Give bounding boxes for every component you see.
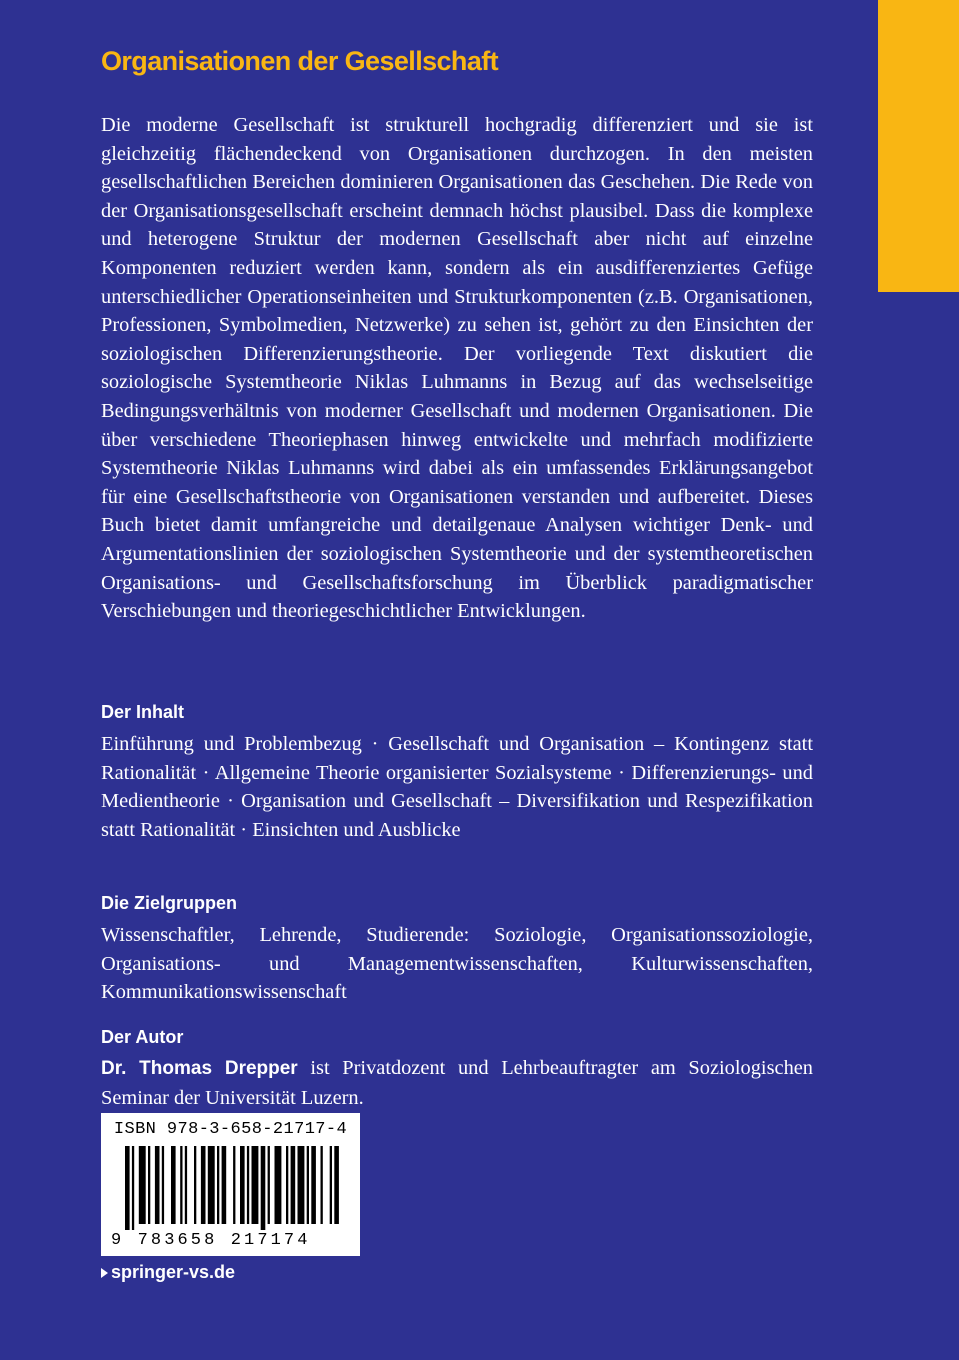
zielgruppen-text: Wissenschaftler, Lehrende, Studierende: Soziologie, Organisationssoziologie, Organisations- und Managementwissenschaften, Kulturwissenschaften, Kommunikationswissenschaft bbox=[101, 924, 813, 1004]
section-heading-inhalt: Der Inhalt bbox=[101, 702, 185, 722]
author-name: Dr. Thomas Drepper bbox=[101, 1058, 298, 1079]
accent-tab bbox=[878, 0, 959, 292]
isbn-barcode bbox=[101, 1113, 360, 1256]
intro-paragraph: Die moderne Gesellschaft ist strukturell hochgradig differenziert und sie ist gleichzeitig flächendeckend von Organisationen durchzogen. In den meisten gesellschaftlichen Bereichen dominieren Organisationen das Geschehen. Die Rede von der Organisationsgesellschaft erscheint demnach höchst plausibel. Dass die komplexe und heterogene Struktur der modernen Gesellschaft aber nicht auf einzelne Komponenten reduziert werden kann, sondern als ein ausdifferenziertes Gefüge unterschiedlicher Operationseinheiten und Strukturkomponenten (z.B. Organisationen, Professionen, Symbolmedien, Netzwerke) zu sehen ist, gehört zu den Einsichten der soziologischen Differenzierungstheorie. Der vorliegende Text diskutiert die soziologische Systemtheorie Niklas Luhmanns in Bezug auf das wechselseitige Bedingungsverhältnis von moderner Gesellschaft und modernen Organisationen. Die über verschiedene Theoriephasen hinweg entwickelte und mehrfach modifizierte Systemtheorie Niklas Luhmanns wird dabei als ein umfassendes Erklärungsangebot für eine Gesellschaftstheorie von Organisationen verstanden und aufbereitet. Dieses Buch bietet damit umfangreiche und detailgenaue Analysen wichtiger Denk- und Argumentationslinien der soziologischen Systemtheorie und der systemtheoretischen Organisations- und Gesellschaftsforschung im Überblick paradigmatischer Verschiebungen und theoriegeschichtlicher Entwicklungen. bbox=[101, 114, 813, 623]
publisher-url: springer-vs.de bbox=[111, 1262, 236, 1282]
autor-text bbox=[101, 1054, 813, 1112]
publisher-link[interactable] bbox=[101, 1262, 235, 1283]
inhalt-text: Einführung und Problembezug · Gesellschaft und Organisation – Kontingenz statt Rationalität · Allgemeine Theorie organisierter Sozialsysteme · Differenzierungs- und Medientheorie · Organisation und Gesellschaft – Diversifikation und Respezifikation statt Rationalität · Einsichten und Ausblicke bbox=[101, 733, 813, 841]
page-title: Organisationen der Gesellschaft bbox=[101, 46, 499, 76]
barcode-bars bbox=[111, 1146, 350, 1230]
author-bio: ist Privatdozent und Lehrbeauftragter am Soziologischen Seminar der Universität Luzern. bbox=[101, 1057, 814, 1109]
barcode-digits: 9 783658 217174 bbox=[111, 1231, 311, 1250]
isbn-label: ISBN 978-3-658-21717-4 bbox=[113, 1120, 348, 1139]
section-heading-autor: Der Autor bbox=[101, 1027, 184, 1047]
arrow-right-icon bbox=[101, 1268, 108, 1278]
section-heading-zielgruppen: Die Zielgruppen bbox=[101, 893, 238, 913]
